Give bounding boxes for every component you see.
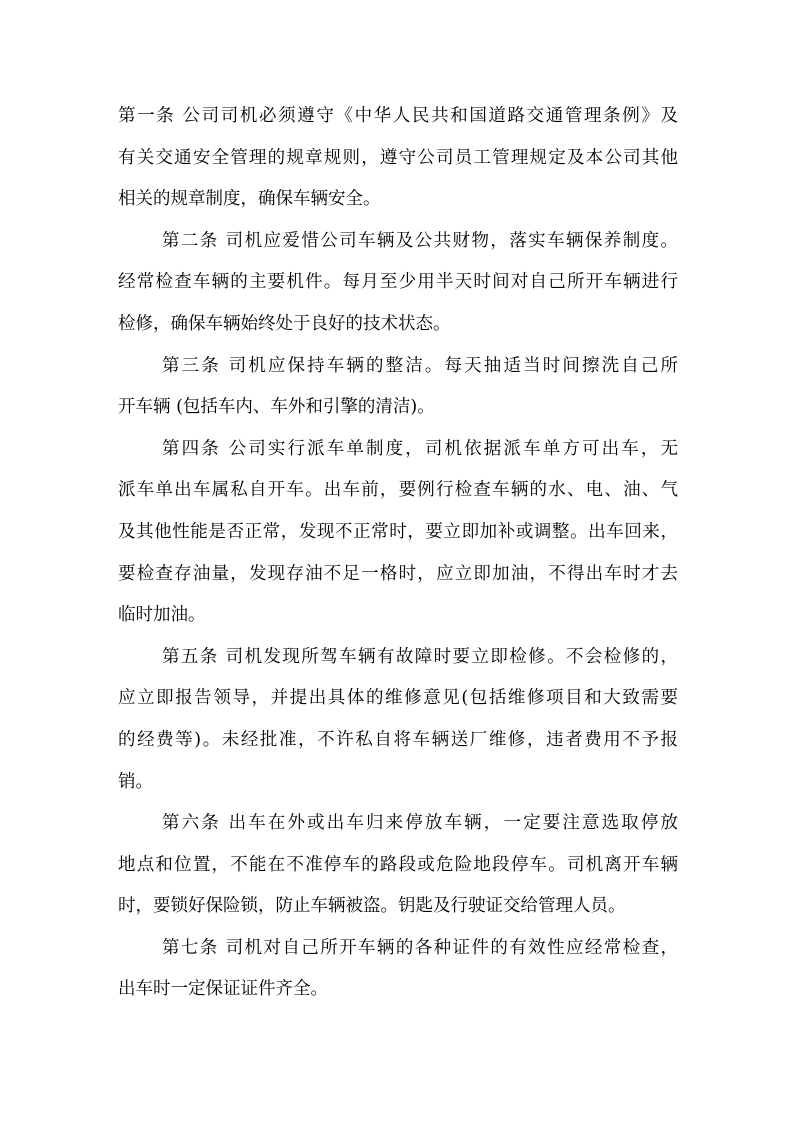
paragraph-line: 第七条 司机对自己所开车辆的各种证件的有效性应经常检查， xyxy=(162,937,678,958)
paragraph-line: 有关交通安全管理的规章规则，遵守公司员工管理规定及本公司其他 xyxy=(118,147,678,168)
article-paragraph xyxy=(118,637,678,803)
article-paragraph xyxy=(118,346,678,429)
paragraph-line: 第六条 出车在外或出车归来停放车辆，一定要注意选取停放 xyxy=(162,813,678,834)
article-paragraph xyxy=(118,429,678,637)
paragraph-line: 经常检查车辆的主要机件。每月至少用半天时间对自己所开车辆进行 xyxy=(118,272,678,293)
article-paragraph xyxy=(118,928,678,1011)
paragraph-line: 相关的规章制度，确保车辆安全。 xyxy=(118,189,381,210)
paragraph-line: 应立即报告领导，并提出具体的维修意见(包括维修项目和大致需要 xyxy=(118,688,678,709)
paragraph-line: 时，要锁好保险锁，防止车辆被盗。钥匙及行驶证交给管理人员。 xyxy=(118,896,626,917)
paragraph-line: 出车时一定保证证件齐全。 xyxy=(118,979,328,1000)
article-paragraph xyxy=(118,96,678,221)
paragraph-line: 的经费等)。未经批准，不许私自将车辆送厂维修，违者费用不予报 xyxy=(118,729,678,750)
article-paragraph xyxy=(118,221,678,346)
paragraph-line: 要检查存油量，发现存油不足一格时，应立即加油，不得出车时才去 xyxy=(118,563,678,584)
paragraph-line: 第五条 司机发现所驾车辆有故障时要立即检修。不会检修的， xyxy=(162,646,678,667)
paragraph-line: 派车单出车属私自开车。出车前，要例行检查车辆的水、电、油、气 xyxy=(118,480,678,501)
paragraph-line: 开车辆 (包括车内、车外和引擎的清洁)。 xyxy=(118,397,435,418)
paragraph-line: 临时加油。 xyxy=(118,605,206,626)
paragraph-line: 第二条 司机应爱惜公司车辆及公共财物，落实车辆保养制度。 xyxy=(162,230,678,251)
paragraph-line: 第三条 司机应保持车辆的整洁。每天抽适当时间擦洗自己所 xyxy=(162,355,678,376)
paragraph-line: 检修，确保车辆始终处于良好的技术状态。 xyxy=(118,313,451,334)
document-body xyxy=(118,96,678,1011)
paragraph-line: 第一条 公司司机必须遵守《中华人民共和国道路交通管理条例》及 xyxy=(118,106,678,126)
paragraph-line: 销。 xyxy=(118,771,153,792)
paragraph-line: 及其他性能是否正常，发现不正常时，要立即加补或调整。出车回来， xyxy=(118,521,678,542)
paragraph-line: 地点和位置，不能在不准停车的路段或危险地段停车。司机离开车辆 xyxy=(118,854,678,875)
article-paragraph xyxy=(118,803,678,928)
paragraph-line: 第四条 公司实行派车单制度，司机依据派车单方可出车，无 xyxy=(162,438,678,459)
